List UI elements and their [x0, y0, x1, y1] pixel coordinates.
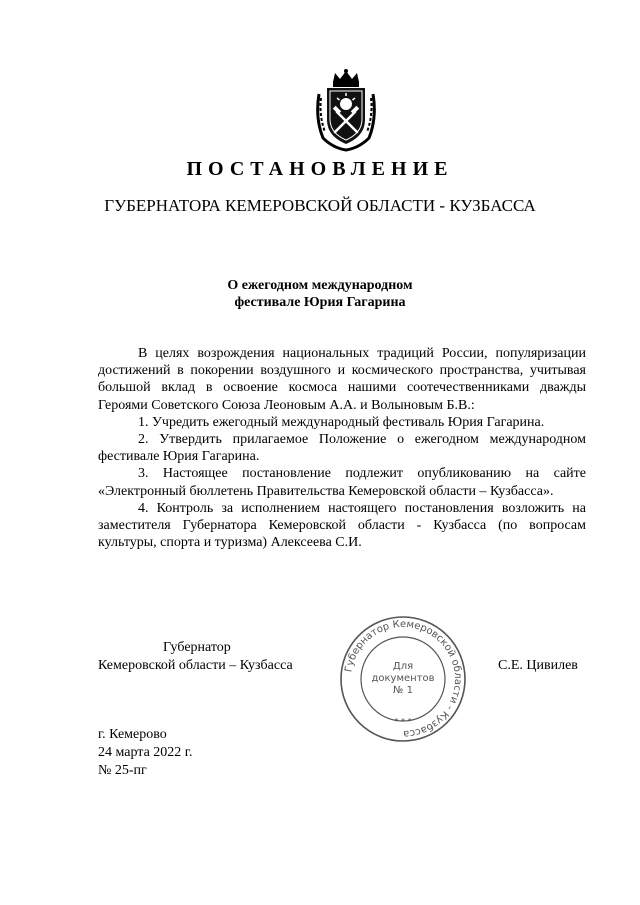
clause-3: 3. Настоящее постановление подлежит опубликованию на сайте «Электронный бюллетень Правительства Кемеровской области – Кузбасса».: [98, 466, 586, 499]
signatory-region: Кемеровской области – Кузбасса: [98, 658, 293, 673]
stamp-center-line-3: № 1: [393, 685, 413, 696]
coat-of-arms-icon: [313, 68, 379, 152]
signatory-name: С.Е. Цивилев: [498, 658, 578, 673]
subject-line-1: О ежегодном международном: [227, 278, 413, 293]
document-city: г. Кемерово: [98, 727, 167, 742]
official-stamp: [338, 614, 468, 744]
document-type-title: ПОСТАНОВЛЕНИЕ: [186, 158, 454, 180]
document-meta: [98, 726, 192, 780]
document-subject: [0, 277, 640, 311]
stamp-stars: * * *: [394, 717, 412, 726]
document-issuer: ГУБЕРНАТОРА КЕМЕРОВСКОЙ ОБЛАСТИ - КУЗБАССА: [104, 196, 536, 215]
clause-2: 2. Утвердить прилагаемое Положение о ежегодном международном фестивале Юрия Гагарина.: [98, 432, 586, 465]
clause-4: 4. Контроль за исполнением настоящего постановления возложить на заместителя Губернатора Кемеровской области - Кузбасса (по вопросам культуры, спорта и туризма) Алексеева С.И.: [98, 500, 586, 551]
clause-1: 1. Учредить ежегодный международный фестиваль Юрия Гагарина.: [138, 414, 545, 430]
document-date: 24 марта 2022 г.: [98, 745, 193, 760]
stamp-ring-text: Губернатор Кемеровской области - Кузбасса: [343, 618, 464, 740]
signatory-position: Губернатор: [163, 640, 231, 655]
subject-line-2: фестивале Юрия Гагарина: [234, 295, 406, 310]
preamble-paragraph: В целях возрождения национальных традиций России, популяризации достижений в покорении воздушного и космического пространства, учитывая большой вклад в освоение космоса нашими соотечественниками дважды Героями Советского Союза Леоновым А.А. и Волыновым Б.В.:: [98, 346, 586, 413]
stamp-center-line-1: Для: [392, 661, 414, 672]
document-body: [98, 345, 586, 551]
document-number: № 25-пг: [98, 763, 147, 778]
stamp-center-line-2: документов: [371, 673, 435, 684]
